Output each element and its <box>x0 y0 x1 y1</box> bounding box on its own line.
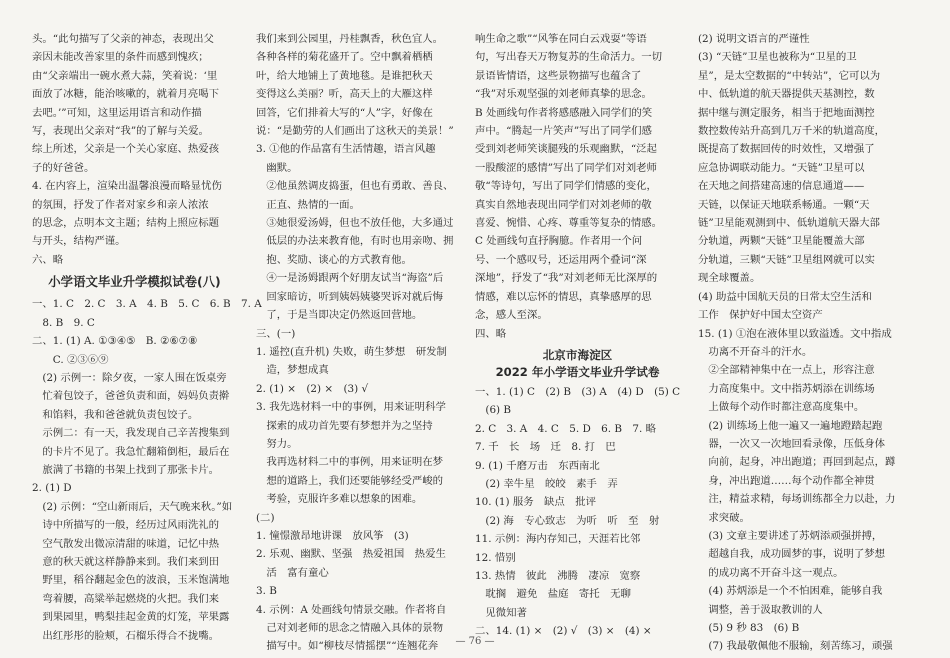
answer-line: 7. 千 长 场 迁 8. 打 巴 <box>475 441 616 454</box>
answer-line: ②他虽然调皮捣蛋，但也有勇敢、善良、 <box>256 180 454 193</box>
answer-line: 耽搁 避免 盐庭 寄托 无聊 <box>475 588 631 601</box>
answer-line: 亲因未能改善家里的条件而感到愧疚； <box>32 51 209 64</box>
answer-line: 3. ①他的作品富有生活情趣，语言风趣 <box>256 143 436 156</box>
answer-line: 3. 我先选材料一中的事例，用来证明科学 <box>256 401 446 414</box>
answer-line: 幽默。 <box>256 161 298 174</box>
answer-line: 野里，稻谷翻起金色的波浪，玉米饱满地 <box>32 574 230 587</box>
answer-line: 低层的办法来教育他，有时也用亲吻、拥 <box>256 235 454 248</box>
answer-line: 回家暗访，听到姨妈姨婆哭诉对就后悔 <box>256 290 444 303</box>
answer-line: 二、1. (1) A. ①③④⑤ B. ②⑥⑦⑧ <box>32 335 198 348</box>
answer-line: 头。“此句描写了父亲的神态，表现出父 <box>32 33 214 45</box>
answer-line: 见微知著 <box>475 606 527 619</box>
section-title: 小学语文毕业升学模拟试卷(八) <box>48 274 221 290</box>
answer-line: 一、1. (1) C (2) B (3) A (4) D (5) C <box>475 385 681 398</box>
answer-line: 情感，难以忘怀的情思，真挚感厚的思 <box>475 290 652 303</box>
answer-line: 诗中所描写的一般，经历过风雨洗礼的 <box>32 519 220 532</box>
answer-line: 四、略 <box>475 327 507 340</box>
answer-line: 4. 在内容上，渲染出温馨浪漫而略显忧伤 <box>32 180 222 193</box>
page-number: — 76 — <box>455 636 495 647</box>
answer-line: 各种各样的菊花盛开了。空中飘着栖栖 <box>256 51 433 64</box>
answer-line: 面放了冰糖，能治咳嗽的，就着月亮喝下 <box>32 88 220 101</box>
answer-line: ④一是汤姆跟两个好朋友试当“海盗”后 <box>256 272 444 285</box>
answer-line: 回答，它们排着大写的“人”字，好像在 <box>256 106 433 119</box>
answer-line: 想的道路上，我们还要能够经受严峻的 <box>256 474 444 487</box>
answer-line: (3) 文章主要讲述了苏炳添顽强拼搏， <box>698 529 883 542</box>
answer-line: 真实自然地表现出同学们对刘老师的敬 <box>475 198 652 211</box>
exam-title-line: 2022 年小学语文毕业升学试卷 <box>495 364 660 379</box>
exam-title-line: 北京市海淀区 <box>542 347 613 362</box>
answer-line: 15. (1) ①泡在液体里以致溢透。文中指成 <box>698 327 892 340</box>
answer-line: 景语皆情语，这些景物描写也蕴含了 <box>475 69 642 82</box>
answer-line: 调整，善于汲取教训的人 <box>698 603 823 616</box>
answer-line: 星”，是太空数据的“中转站”，它可以为 <box>698 69 881 82</box>
answer-line: B 处画线句作者将感感融入同学们的笑 <box>475 106 653 119</box>
answer-line: 喜爱、惋惜、心疼、尊重等复杂的情感。 <box>475 217 663 230</box>
answer-line: 抱、奖励、谈心的方式教育他。 <box>256 253 412 266</box>
column-3 <box>475 30 680 640</box>
answer-line: 超越自我，成功圆梦的事，说明了梦想 <box>698 548 886 561</box>
answer-line: 念，感人至深。 <box>475 309 548 322</box>
answer-line: 的成功离不开奋斗这一观点。 <box>698 566 844 579</box>
answer-line: 意的秋天就这样静静来到。我们来到田 <box>32 555 220 568</box>
answer-line: 旅满了书籍的书架上找到了那张卡片。 <box>32 463 220 476</box>
answer-line: 考验，克服许多难以想象的困难。 <box>256 493 423 506</box>
answer-line: 子的好爸爸。 <box>32 161 95 174</box>
answer-line: (5) 9 秒 83 (6) B <box>698 622 800 634</box>
answer-line: 2. (1) D <box>32 482 72 495</box>
answer-line: 二、14. (1) × (2) √ (3) × (4) × <box>475 625 652 638</box>
answer-line: 声中。“腾起一片笑声”写出了同学们感 <box>475 125 652 138</box>
answer-line: 和馅料，我和爸爸就负责包饺子。 <box>32 408 199 421</box>
answer-line: 受到刘老师笑谈腿残的乐观幽默，“泛起 <box>475 143 657 156</box>
answer-line: 12. 惜别 <box>475 551 516 564</box>
column-4 <box>698 30 903 653</box>
answer-line: 我们来到公园里，丹桂飘香，秋色宜人。 <box>256 33 444 45</box>
answer-line: (4) 苏炳添是一个不怕困难，能够自我 <box>698 585 883 598</box>
column-2 <box>256 30 461 653</box>
answer-line: 天链，以保证天地联系畅通。一颗“天 <box>698 198 870 211</box>
answer-line: 与开头，结构严谨。 <box>32 235 126 248</box>
answer-line: (2) 海 专心致志 为听 听 至 射 <box>475 514 660 527</box>
answer-line: 号、一个感叹号，还运用两个叠词“深 <box>475 253 647 266</box>
answer-line: 的思念，点明本文主题；结构上照应标题 <box>32 217 220 230</box>
column-1 <box>32 30 262 642</box>
answer-line: 上做每个动作时都注意高度集中。 <box>698 401 865 414</box>
answer-line: (4) 助益中国航天员的日常太空生活和 <box>698 290 872 303</box>
answer-line: 13. 热情 彼此 沸腾 凄凉 宽察 <box>475 569 641 582</box>
answer-line: 描写中。如“柳枝尽情摇摆”“连翘花奔 <box>256 640 439 653</box>
answer-line: 链”卫星能观测到中、低轨道航天器大部 <box>698 217 880 230</box>
exam-heading <box>475 347 680 381</box>
answer-line: 己对刘老师的思念之情融入具体的景物 <box>256 622 444 634</box>
answer-line: 造，梦想成真 <box>256 364 329 377</box>
answer-line: 到果园里，鸭梨挂起金黄的灯笼，苹果露 <box>32 611 230 624</box>
answer-line: 我再选材料二中的事例，用来证明在梦 <box>256 456 444 469</box>
answer-line: (7) 我最敬佩他不服输，刻苦练习，顽强 <box>698 640 893 653</box>
answer-line: 空气散发出微凉清甜的味道，记忆中热 <box>32 537 220 550</box>
answer-line: (2) 训练场上他一遍又一遍地蹬踏起跑 <box>698 419 883 432</box>
answer-line: 深地”，抒发了“我”对刘老师无比深厚的 <box>475 272 658 285</box>
answer-line: 现全球覆盖。 <box>698 272 761 285</box>
answer-line: 去吧。’”可知，这里运用语言和动作描 <box>32 106 202 119</box>
answer-line: (2) 说明文语言的严谨性 <box>698 33 810 45</box>
answer-line: 分轨道，两颗“天链”卫星能覆盖大部 <box>698 235 865 248</box>
answer-line: 叶，给大地铺上了黄地毯。是谁把秋天 <box>256 69 433 82</box>
answer-line: 示例二：有一天，我发现自己辛苦搜集到 <box>32 427 230 440</box>
answer-line: 弯着腰，高粱举起燃烧的火把。我们来 <box>32 592 220 605</box>
answer-line: 1. 憧憬激昂地讲课 放风筝 (3) <box>256 529 409 542</box>
answer-line: 器，一次又一次地回看录像，压低身体 <box>698 437 886 450</box>
answer-line: (3) “天链”卫星也被称为“卫星的卫 <box>698 51 857 64</box>
answer-line: (2) 示例一：除夕夜，一家人围在饭桌旁 <box>32 371 227 384</box>
answer-line: 探索的成功首先要有梦想并为之坚持 <box>256 419 433 432</box>
answer-line: 3. B <box>256 585 277 598</box>
answer-line: 说：“是勤劳的人们画出了这秋天的美景！” <box>256 125 454 138</box>
answer-line: “我”对乐观坚强的刘老师真挚的思念。 <box>475 88 652 101</box>
answer-line: 变得这么美丽？听，高天上的大雁这样 <box>256 88 433 101</box>
answer-line: 1. 遥控(直升机) 失败，萌生梦想 研发制 <box>256 345 447 358</box>
answer-line: 忙着包饺子，爸爸负责和面，妈妈负责擀 <box>32 390 230 403</box>
answer-line: 由“父亲端出一碗水煮大蒜，笑着说：‘里 <box>32 69 218 82</box>
answer-line: 出红彤彤的脸颊，石榴乐得合不拢嘴。 <box>32 629 220 642</box>
answer-line: 工作 保护好中国太空资产 <box>698 309 823 322</box>
answer-line: 既提高了数据回传的时效性，又增强了 <box>698 143 875 156</box>
answer-line: 向前，起身，冲出跑道；再回到起点，蹲 <box>698 456 896 469</box>
answer-line: 8. B 9. C <box>32 316 95 329</box>
answer-line: (2) 幸牛星 皎皎 素手 弄 <box>475 477 618 490</box>
answer-line: 六、略 <box>32 253 64 266</box>
answer-line: 正直、热情的一面。 <box>256 198 360 211</box>
answer-line: 在天地之间搭建高速的信息通道—— <box>698 180 865 193</box>
answer-line: 9. (1) 千磨万击 东西南北 <box>475 459 600 472</box>
answer-line: ②全部精神集中在一点上，形容注意 <box>698 364 875 377</box>
answer-line: 响生命之歌”“风筝在同白云戏耍”等语 <box>475 33 647 45</box>
answer-line: 注，精益求精，每场训练都全力以赴，力 <box>698 493 896 506</box>
answer-line: 2. 乐观、幽默、坚强 热爱祖国 热爱生 <box>256 548 446 561</box>
answer-line: 功离不开奋斗的汗水。 <box>698 345 813 358</box>
answer-line: 数控数传站升高到几万千米的轨道高度， <box>698 125 886 138</box>
answer-line: 一、1. C 2. C 3. A 4. B 5. C 6. B 7. A <box>32 298 262 311</box>
answer-line: 的氛围，抒发了作者对家乡和亲人浓浓 <box>32 198 209 211</box>
answer-line: 一股酸涩的感情”写出了同学们对刘老师 <box>475 161 657 174</box>
answer-line: 的卡片不见了。我急忙翻箱倒柜，最后在 <box>32 445 230 458</box>
answer-line: 句，写出春天万物复苏的生命活力。一切 <box>475 51 663 64</box>
answer-line: 应急协调联动能力。“天链”卫星可以 <box>698 161 865 174</box>
answer-line: 据中继与测定服务，相当于把地面测控 <box>698 106 875 119</box>
answer-line: 2. (1) × (2) × (3) √ <box>256 382 369 395</box>
answer-line: (二) <box>256 511 275 524</box>
answer-line: 敬“等诗句，写出了同学们情感的变化， <box>475 180 657 193</box>
answer-line: 2. C 3. A 4. C 5. D 6. B 7. 略 <box>475 422 657 435</box>
answer-line: 求突破。 <box>698 511 750 524</box>
answer-line: 中、低轨道的航天器提供天基测控，数 <box>698 88 875 101</box>
answer-line: 身，冲出跑道……每个动作都全神贯 <box>698 474 875 487</box>
answer-line: (6) B <box>475 404 512 417</box>
answer-line: 活 富有童心 <box>256 566 329 579</box>
answer-line: 努力。 <box>256 437 298 450</box>
answer-line: C. ②③⑥⑨ <box>32 353 109 366</box>
answer-line: 了，于是当即决定仍然返回营地。 <box>256 309 423 322</box>
answer-line: 三、(一) <box>256 327 296 340</box>
answer-line: 写，表现出父亲对“我”的了解与关爱。 <box>32 125 209 138</box>
answer-line: 4. 示例：A 处画线句情景交融。作者将自 <box>256 603 447 616</box>
answer-line: C 处画线句直抒胸臆。作者用一个问 <box>475 235 643 248</box>
answer-line: ③她很爱汤姆，但也不放任他，大多通过 <box>256 217 454 230</box>
answer-line: 综上所述，父亲是一个关心家庭、热爱孩 <box>32 143 220 156</box>
answer-line: 11. 示例：海内存知己，天涯若比邻 <box>475 533 641 546</box>
answer-line: (2) 示例：“空山新雨后，天气晚来秋。”如 <box>32 500 233 513</box>
answer-line: 力高度集中。文中指苏炳添在训练场 <box>698 382 875 395</box>
answer-line: 分轨道，三颗“天链”卫星组网就可以实 <box>698 253 875 266</box>
answer-line: 10. (1) 服务 缺点 批评 <box>475 496 596 509</box>
